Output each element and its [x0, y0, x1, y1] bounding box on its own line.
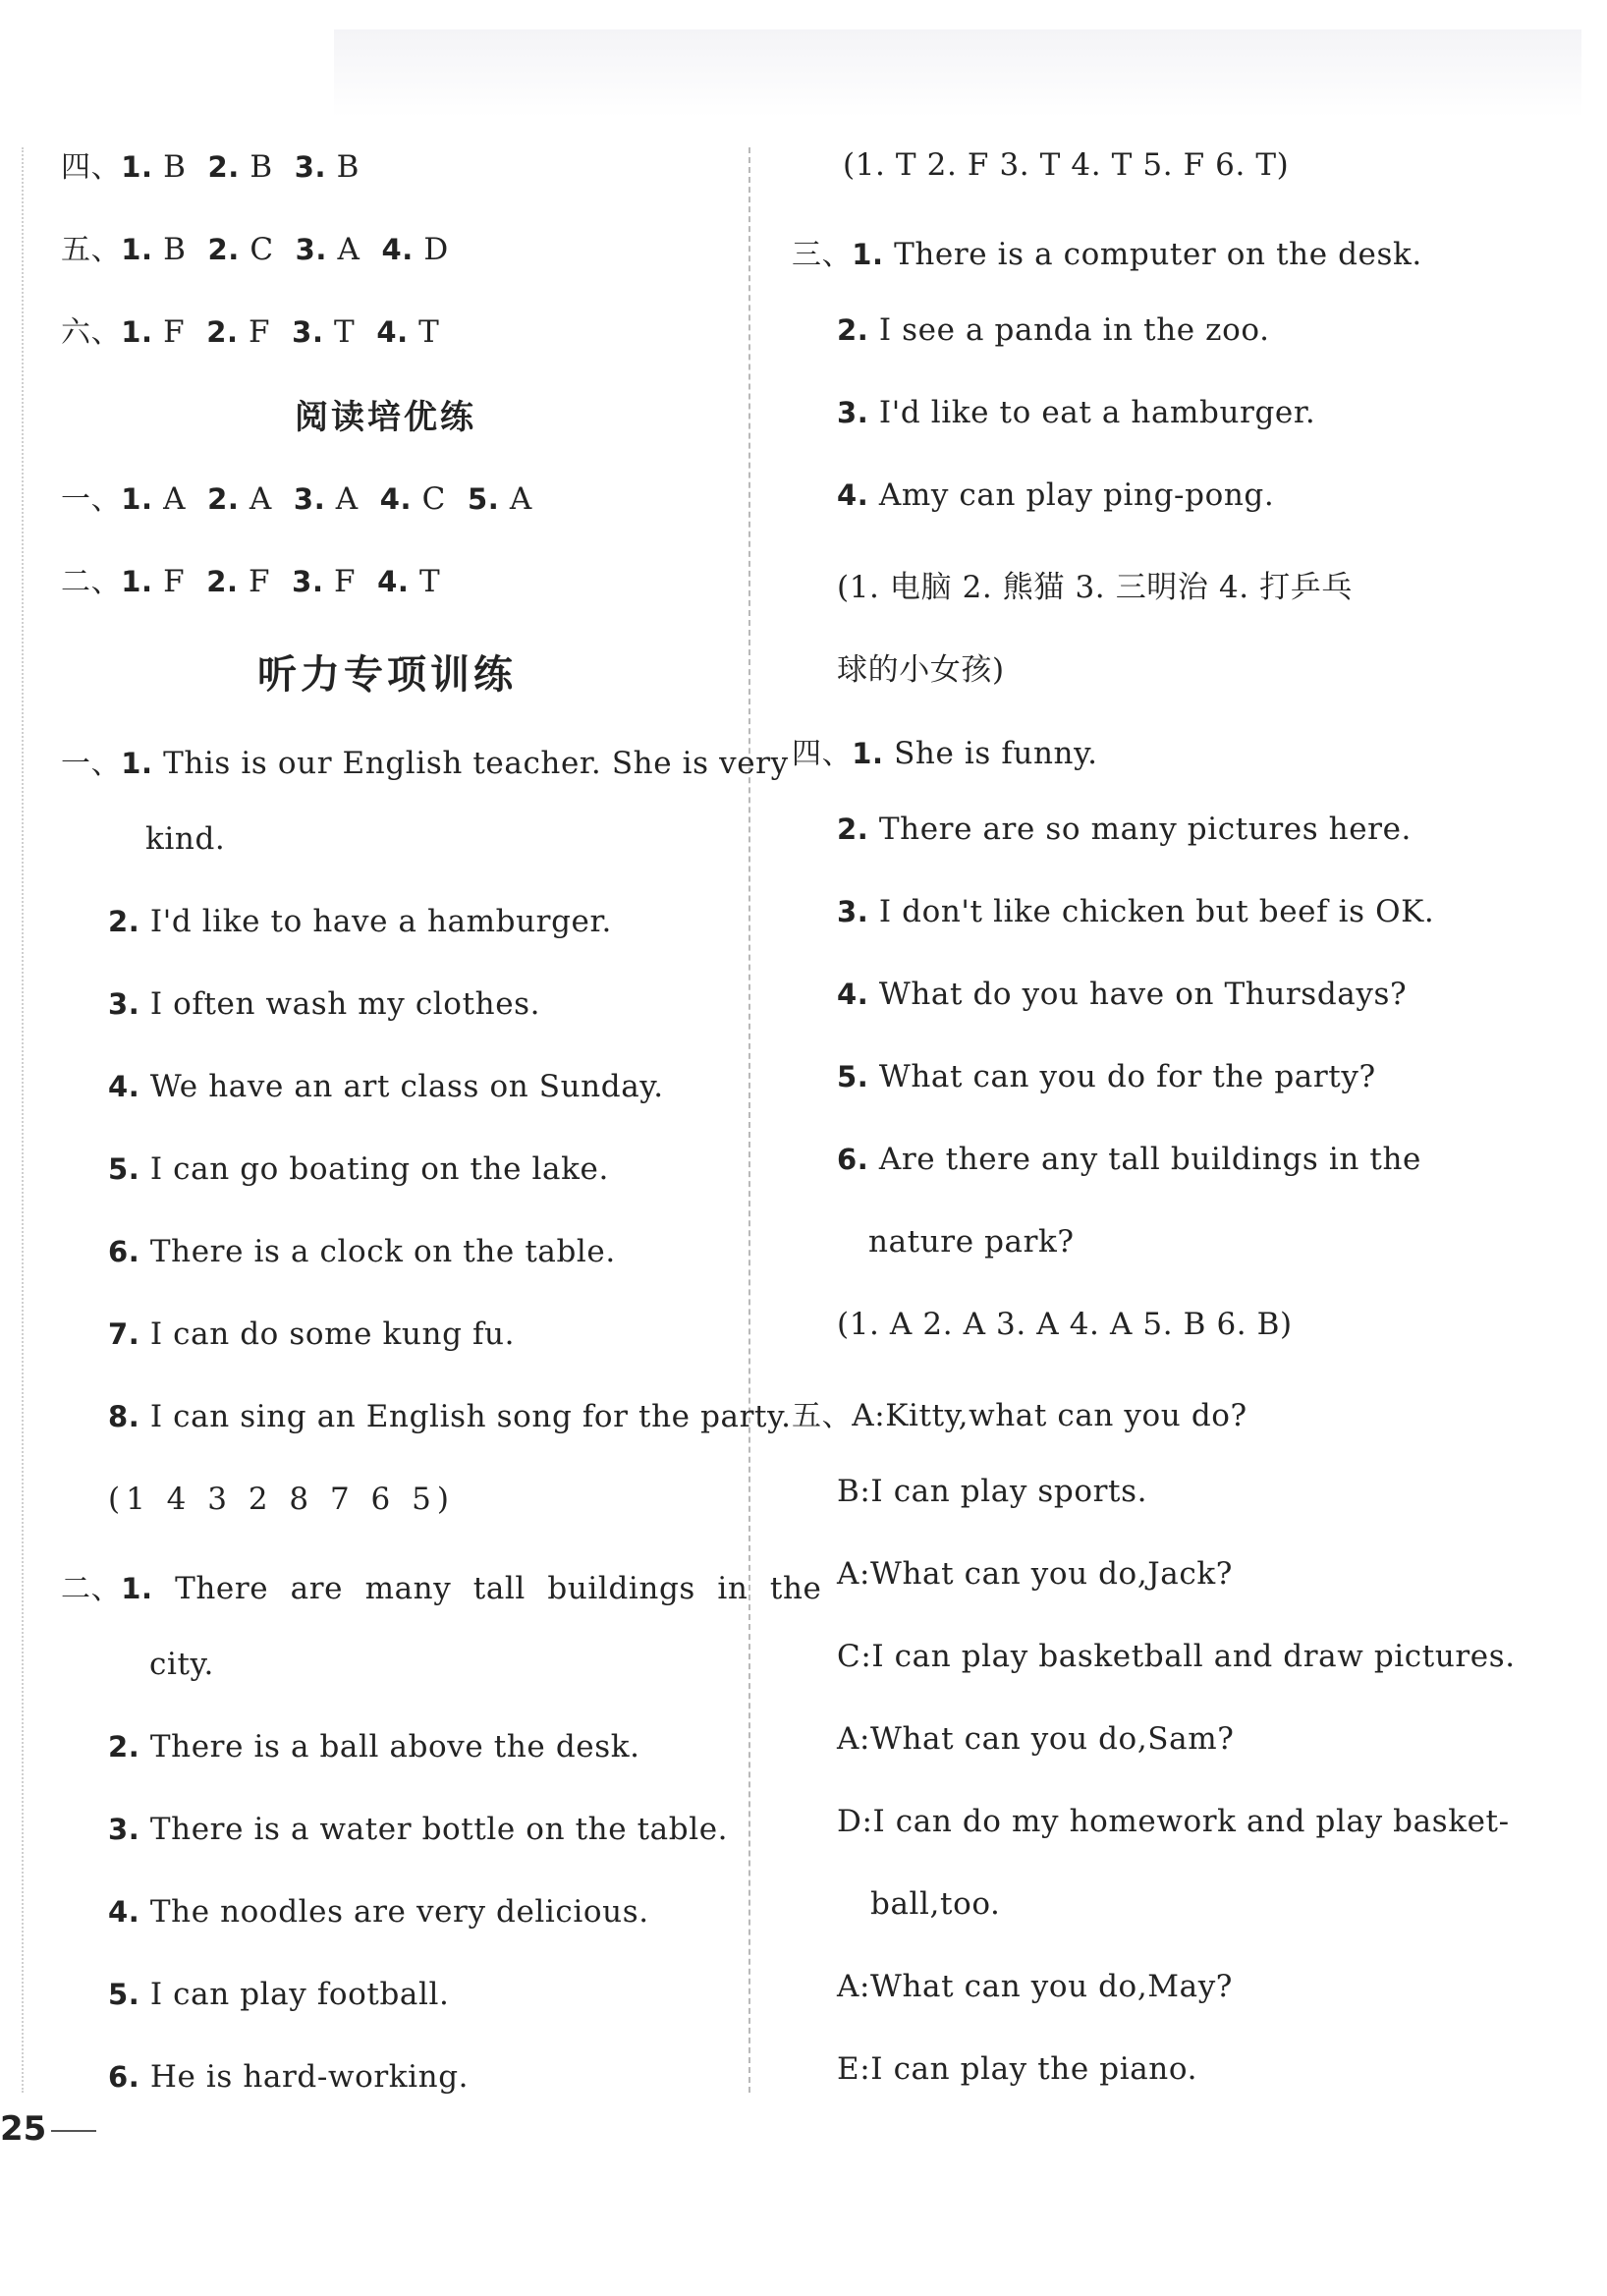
section-4-item-3: 3. I don't like chicken but beef is OK. [837, 894, 1435, 929]
section-4-item-5: 5. What can you do for the party? [837, 1059, 1376, 1094]
reading-practice-heading: 阅读培优练 [295, 398, 476, 437]
listening-2-item-3: 3. There is a water bottle on the table. [108, 1812, 729, 1847]
listening-2-item-5: 5. I can play football. [108, 1977, 450, 2012]
answer-row-section-5: 五、1. B 2. C 3. A 4. D [61, 232, 449, 267]
listening-1-item-6: 6. There is a clock on the table. [108, 1234, 616, 1269]
dialogue-line-7: A:What can you do,May? [837, 1969, 1234, 2004]
dialogue-line-1: 五、A:Kitty,what can you do? [792, 1398, 1247, 1433]
answer-row-section-6: 六、1. F 2. F 3. T 4. T [61, 314, 440, 350]
listening-2-item-1-line-2: city. [149, 1647, 214, 1682]
listening-1-item-2: 2. I'd like to have a hamburger. [108, 904, 612, 939]
column-divider [748, 147, 750, 2093]
reading-answer-row-2: 二、1. F 2. F 3. F 4. T [61, 564, 441, 599]
listening-training-heading: 听力专项训练 [257, 652, 517, 698]
margin-edge [22, 147, 24, 2093]
section-4-item-2: 2. There are so many pictures here. [837, 812, 1413, 847]
reading-answer-row-1: 一、1. A 2. A 3. A 4. C 5. A [61, 481, 532, 517]
listening-1-answer: (1 4 3 2 8 7 6 5) [108, 1482, 455, 1517]
section-3-item-4: 4. Amy can play ping-pong. [837, 477, 1275, 513]
page-number: 25 [0, 2109, 47, 2149]
listening-1-item-1-line-1: 一、1. This is our English teacher. She is very [61, 746, 789, 781]
scan-shadow [334, 29, 1581, 118]
section-4-item-1: 四、1. She is funny. [792, 736, 1098, 771]
section-3-item-3: 3. I'd like to eat a hamburger. [837, 395, 1316, 430]
section-4-item-4: 4. What do you have on Thursdays? [837, 977, 1408, 1012]
dialogue-line-2: B:I can play sports. [837, 1474, 1148, 1509]
dialogue-line-4: C:I can play basketball and draw pictures. [837, 1639, 1516, 1674]
listening-2-item-1-line-1: 二、1. There are many tall buildings in the [61, 1571, 822, 1606]
section-4-item-6-line-2: nature park? [868, 1224, 1075, 1260]
listening-1-item-7: 7. I can do some kung fu. [108, 1316, 516, 1352]
answer-row-section-4: 四、1. B 2. B 3. B [61, 149, 360, 185]
dialogue-line-6-cont: ball,too. [870, 1886, 1001, 1922]
section-3-answer-line-1: (1. 电脑 2. 熊猫 3. 三明治 4. 打乒乓 [837, 570, 1353, 605]
section-3-item-1: 三、1. There is a computer on the desk. [792, 237, 1422, 272]
page-number-rule [51, 2130, 96, 2132]
listening-1-item-1-line-2: kind. [145, 821, 226, 857]
listening-2-item-6: 6. He is hard-working. [108, 2059, 470, 2095]
dialogue-line-5: A:What can you do,Sam? [837, 1721, 1235, 1757]
listening-2-item-4: 4. The noodles are very delicious. [108, 1894, 649, 1930]
listening-1-item-8: 8. I can sing an English song for the party. [108, 1399, 792, 1434]
dialogue-line-8: E:I can play the piano. [837, 2051, 1198, 2087]
section-3-answer-line-2: 球的小女孩) [837, 652, 1005, 688]
true-false-answer-key: (1. T 2. F 3. T 4. T 5. F 6. T) [843, 147, 1290, 183]
section-4-item-6-line-1: 6. Are there any tall buildings in the [837, 1142, 1421, 1177]
listening-1-item-5: 5. I can go boating on the lake. [108, 1151, 609, 1187]
listening-2-item-2: 2. There is a ball above the desk. [108, 1729, 640, 1764]
dialogue-line-3: A:What can you do,Jack? [837, 1556, 1233, 1592]
listening-1-item-3: 3. I often wash my clothes. [108, 986, 541, 1022]
section-4-answer: (1. A 2. A 3. A 4. A 5. B 6. B) [837, 1307, 1293, 1342]
dialogue-line-6: D:I can do my homework and play basket- [837, 1804, 1510, 1839]
section-3-item-2: 2. I see a panda in the zoo. [837, 312, 1270, 348]
listening-1-item-4: 4. We have an art class on Sunday. [108, 1069, 664, 1104]
